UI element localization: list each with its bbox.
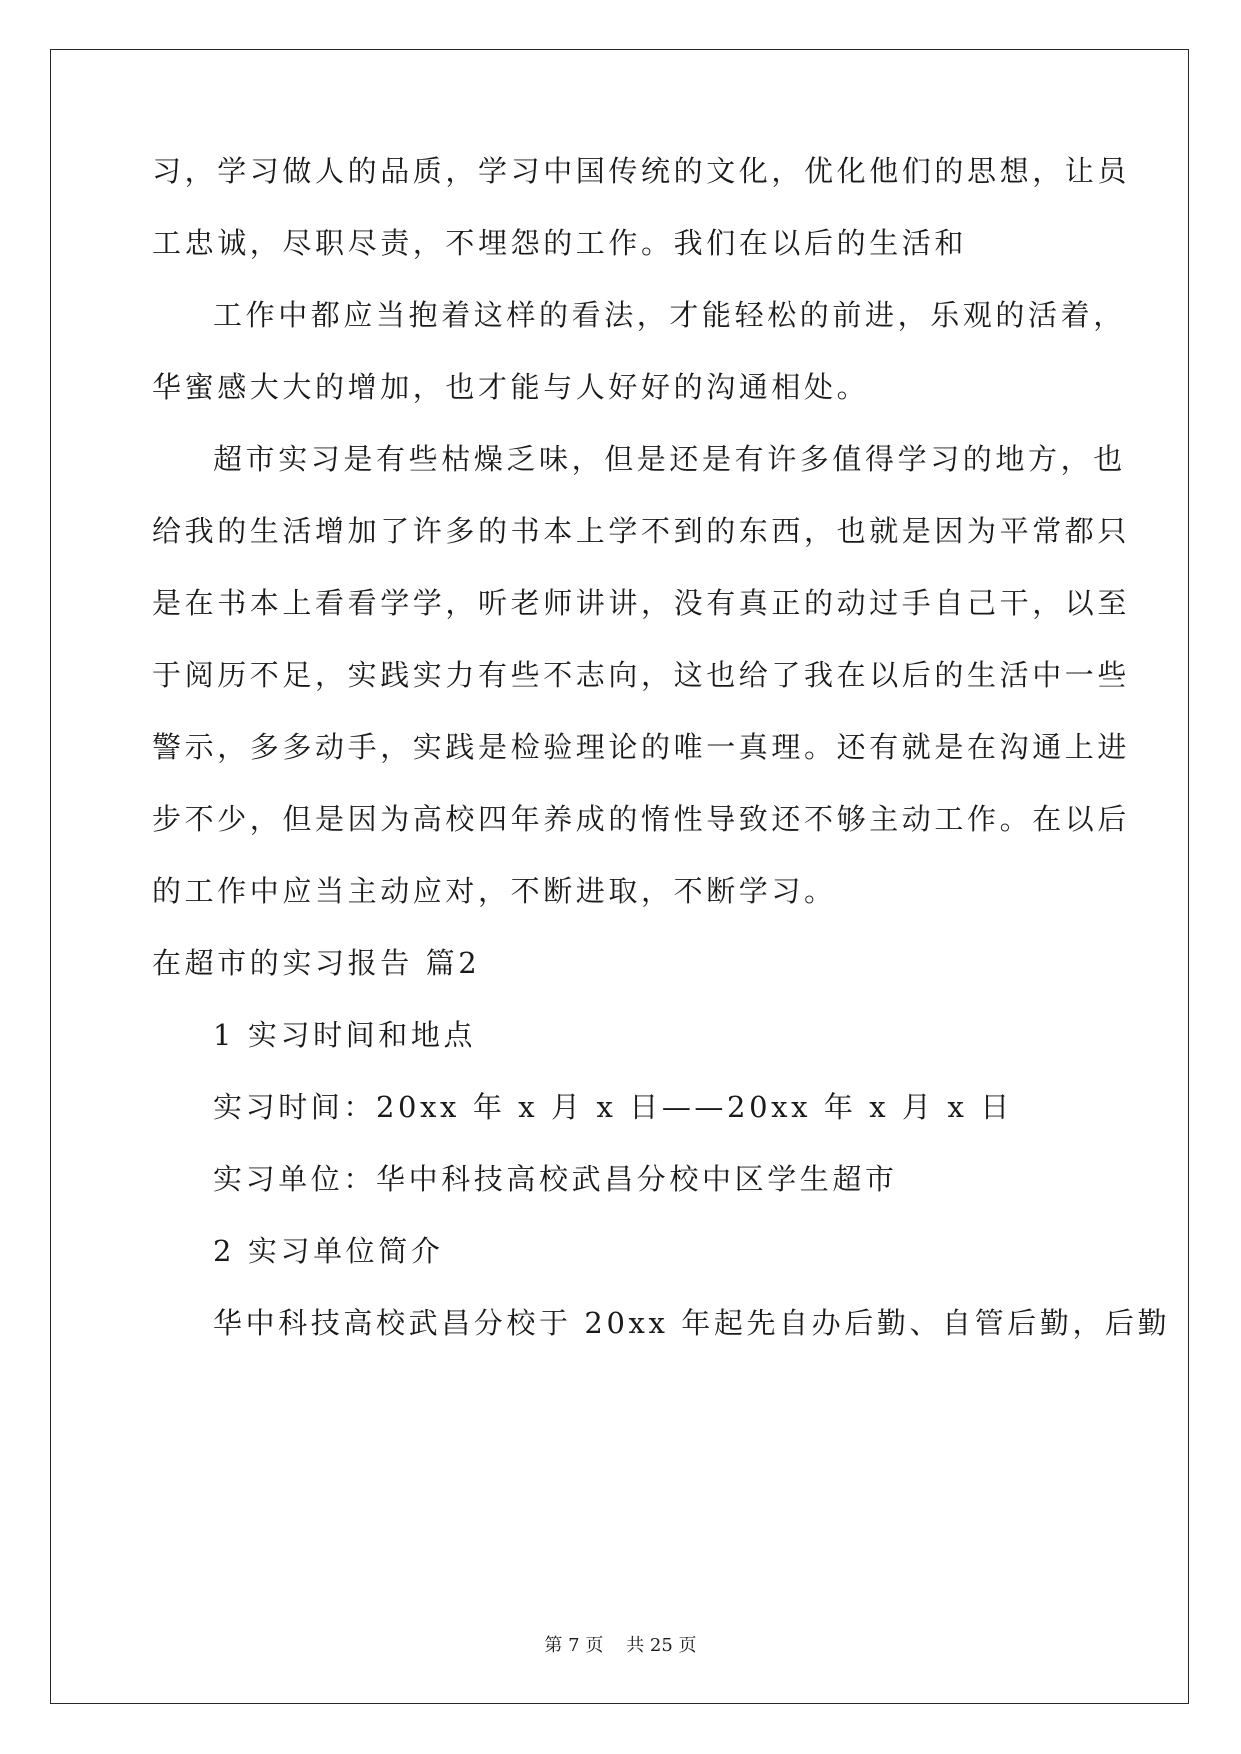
- text-line: 实习时间：20xx 年 x 月 x 日——20xx 年 x 月 x 日: [213, 1090, 1013, 1124]
- text-line: 工忠诚，尽职尽责，不埋怨的工作。我们在以后的生活和: [152, 226, 968, 260]
- text-line: 是在书本上看看学学，听老师讲讲，没有真正的动过手自己干，以至: [152, 586, 1131, 620]
- text-line: 华中科技高校武昌分校于 20xx 年起先自办后勤、自管后勤，后勤: [213, 1306, 1171, 1340]
- text-line: 警示，多多动手，实践是检验理论的唯一真理。还有就是在沟通上进: [152, 730, 1131, 764]
- page-number-footer: 第 7 页 共 25 页: [544, 1635, 697, 1656]
- section-heading: 在超市的实习报告 篇2: [152, 946, 481, 980]
- text-line: 工作中都应当抱着这样的看法，才能轻松的前进，乐观的活着，: [213, 298, 1126, 332]
- subsection-heading: 1 实习时间和地点: [213, 1018, 477, 1052]
- text-line: 于阅历不足，实践实力有些不志向，这也给了我在以后的生活中一些: [152, 658, 1131, 692]
- text-line: 超市实习是有些枯燥乏味，但是还是有许多值得学习的地方，也: [213, 442, 1126, 476]
- subsection-heading: 2 实习单位简介: [213, 1234, 444, 1268]
- text-line: 步不少，但是因为高校四年养成的惰性导致还不够主动工作。在以后: [152, 802, 1131, 836]
- text-line: 习，学习做人的品质，学习中国传统的文化，优化他们的思想，让员: [152, 154, 1131, 188]
- text-line: 给我的生活增加了许多的书本上学不到的东西，也就是因为平常都只: [152, 514, 1131, 548]
- text-line: 华蜜感大大的增加，也才能与人好好的沟通相处。: [152, 370, 870, 404]
- text-line: 实习单位：华中科技高校武昌分校中区学生超市: [213, 1162, 898, 1196]
- text-line: 的工作中应当主动应对，不断进取，不断学习。: [152, 874, 837, 908]
